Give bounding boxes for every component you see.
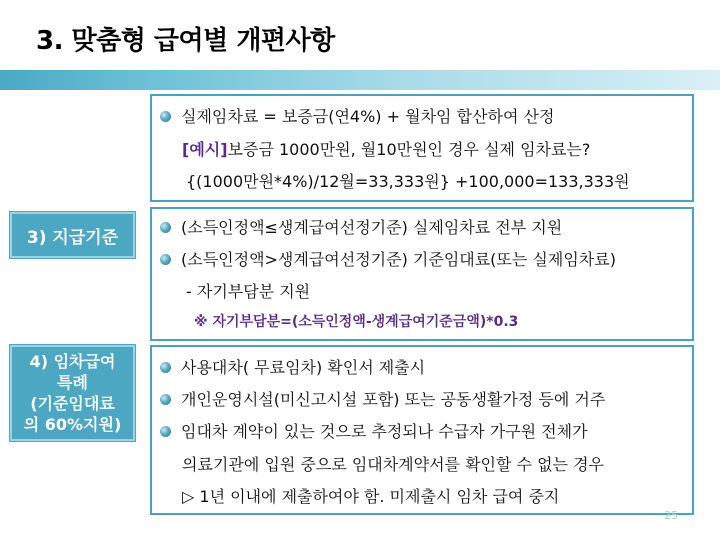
criteria-line-2: (소득인정액>생계급여선정기준) 기준임대료(또는 실제임차료): [160, 247, 616, 270]
special-line-3: 임대차 계약이 있는 것으로 추정되나 수급자 가구원 전체가: [160, 419, 588, 442]
example-formula-line: {(1000만원*4%)/12월=33,333원} +100,000=133,333원: [186, 172, 630, 191]
payment-criteria-label: 3) 지급기준: [10, 212, 135, 258]
bullet-icon: [160, 394, 171, 405]
page-number: 25: [664, 509, 678, 522]
bullet-icon: [160, 254, 171, 265]
special-line-2: 개인운영시설(미신고시설 포함) 또는 공동생활가정 등에 거주: [160, 387, 605, 410]
special-line-4: 의료기관에 입원 중으로 임대차계약서를 확인할 수 없는 경우: [182, 455, 605, 474]
example-tag: [예시]: [182, 140, 228, 159]
bullet-icon: [160, 222, 171, 233]
rent-special-label: 4) 임차급여 특례 (기준임대료 의 60%지원): [10, 345, 135, 441]
example-line: [예시]보증금 1000만원, 월10만원인 경우 실제 임차료는?: [182, 140, 591, 159]
title-banner: [0, 70, 720, 90]
criteria-line-3: - 자기부담분 지원: [186, 282, 311, 301]
slide-title: 3. 맞춤형 급여별 개편사항: [36, 26, 335, 56]
bullet-icon: [160, 362, 171, 373]
bullet-icon: [160, 111, 171, 122]
criteria-line-1: (소득인정액≤생계급여선정기준) 실제임차료 전부 지원: [160, 215, 562, 238]
self-burden-note: ※ 자기부담분=(소득인정액-생계급여기준금액)*0.3: [194, 314, 519, 330]
special-line-5: ▷ 1년 이내에 제출하여야 함. 미제출시 임차 급여 중지: [182, 487, 560, 506]
bullet-icon: [160, 426, 171, 437]
rent-definition-line: 실제임차료 = 보증금(연4%) + 월차임 합산하여 산정: [160, 104, 554, 127]
special-line-1: 사용대차( 무료임차) 확인서 제출시: [160, 355, 425, 378]
